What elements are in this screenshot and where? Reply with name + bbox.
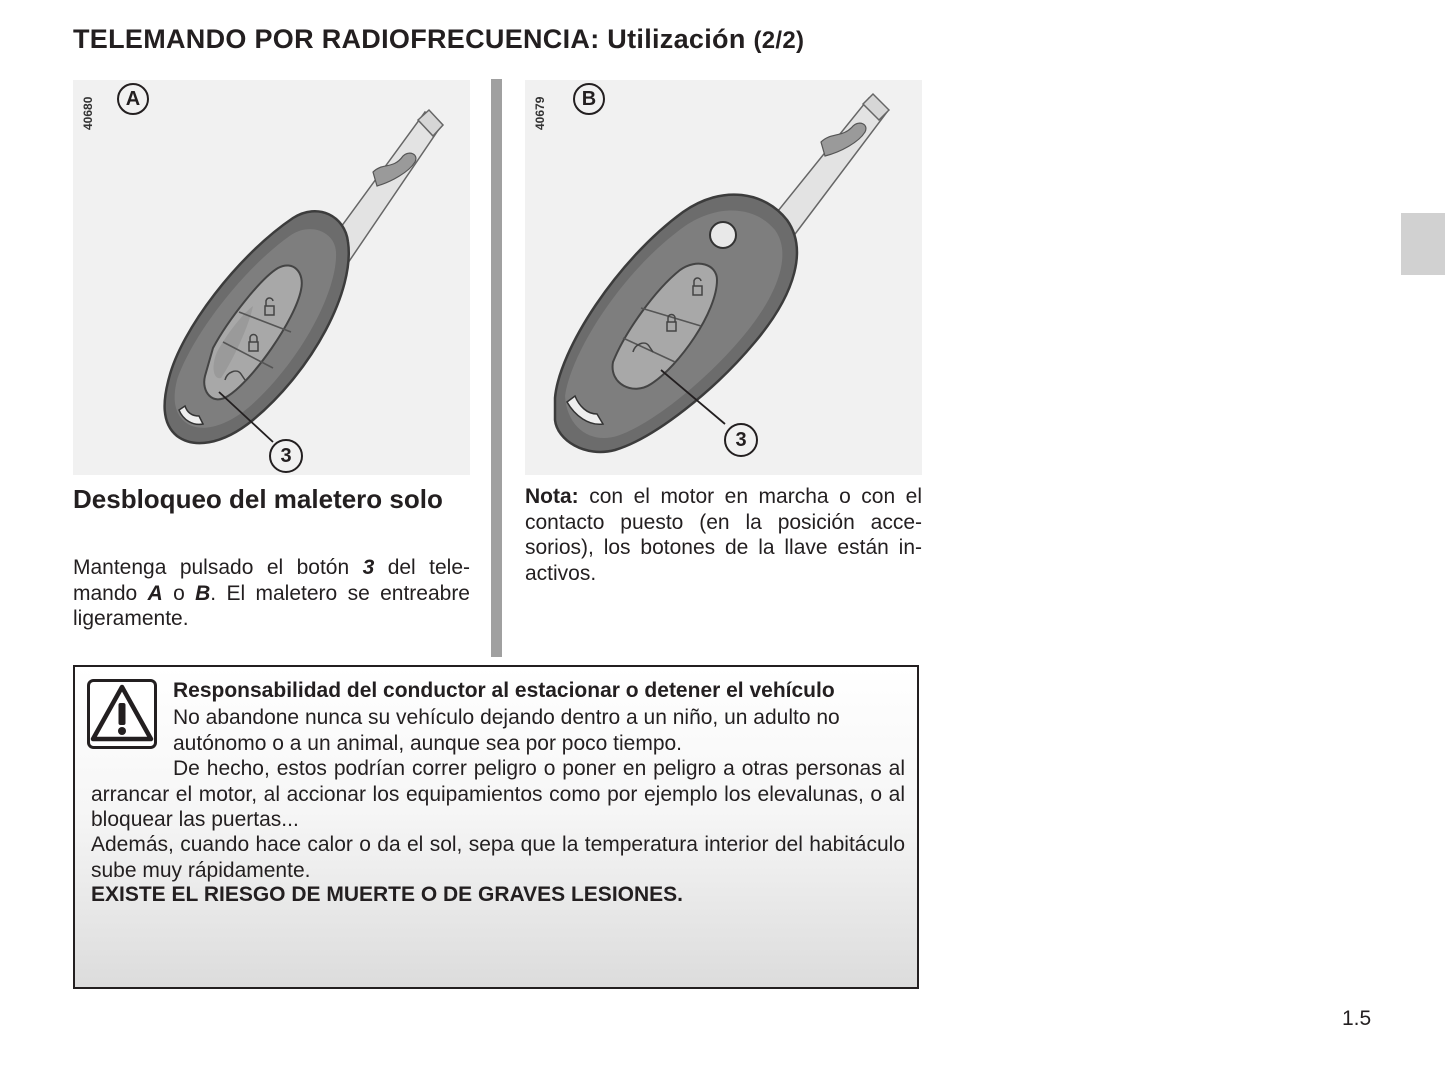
button-number: 3 [362, 556, 375, 579]
page-title [73, 24, 804, 55]
trunk-text-2: del telemando [73, 556, 470, 605]
figure-a-callout: 3 [269, 439, 303, 473]
flip-less-remote-key-icon [73, 80, 470, 475]
warning-body-2: Además, cuando hace calor o da el sol, sepa que la temperatura interior del habitáculo sube muy rápidamente. [91, 833, 905, 882]
flip-remote-key-icon [525, 80, 922, 475]
figure-b-letter: B [573, 83, 605, 115]
page-number: 1.5 [1342, 1007, 1372, 1030]
trunk-unlock-paragraph [73, 555, 470, 632]
warning-lead: No abandone nunca su vehículo dejando dentro a un niño, un adulto no autónomo o a un animal, aunque sea por poco tiempo. [173, 706, 840, 755]
trunk-text-3: o [162, 581, 196, 605]
figure-b-ref-code: 40679 [533, 96, 547, 130]
warning-title: Responsabilidad del conductor al estacionar o detener el vehículo [173, 679, 835, 702]
key-a-ref: A [147, 581, 163, 605]
column-divider [491, 79, 502, 657]
note-text: con el motor en marcha o con el contacto puesto (en la posición accesorios), los botones de la llave están inactivos. [525, 485, 922, 585]
warning-triangle-icon [87, 679, 157, 749]
note-label: Nota: [525, 485, 579, 508]
chapter-tab [1401, 213, 1445, 275]
trunk-text-1: Mantenga pulsado el botón [73, 556, 363, 579]
title-page-part: (2/2) [753, 27, 805, 54]
figure-a-ref-code: 40680 [81, 96, 95, 130]
figure-b [525, 80, 922, 475]
title-text: TELEMANDO POR RADIOFRECUENCIA: Utilización [73, 24, 746, 54]
warning-final: EXISTE EL RIESGO DE MUERTE O DE GRAVES LESIONES. [91, 883, 683, 906]
figure-b-callout: 3 [724, 423, 758, 457]
section-heading: Desbloqueo del maletero solo [73, 484, 443, 514]
trunk-text-4: . El maletero se entreabre ligeramente. [73, 581, 470, 630]
key-b-ref: B [195, 581, 211, 605]
note-paragraph [525, 484, 922, 586]
figure-a-letter: A [117, 83, 149, 115]
figure-a [73, 80, 470, 475]
warning-box [73, 665, 919, 989]
warning-body: De hecho, estos podrían correr peligro o poner en peligro a otras personas al arrancar el motor, al accionar los equipamientos como por ejemplo los elevalunas, o al bloquear las puertas... [91, 757, 905, 831]
